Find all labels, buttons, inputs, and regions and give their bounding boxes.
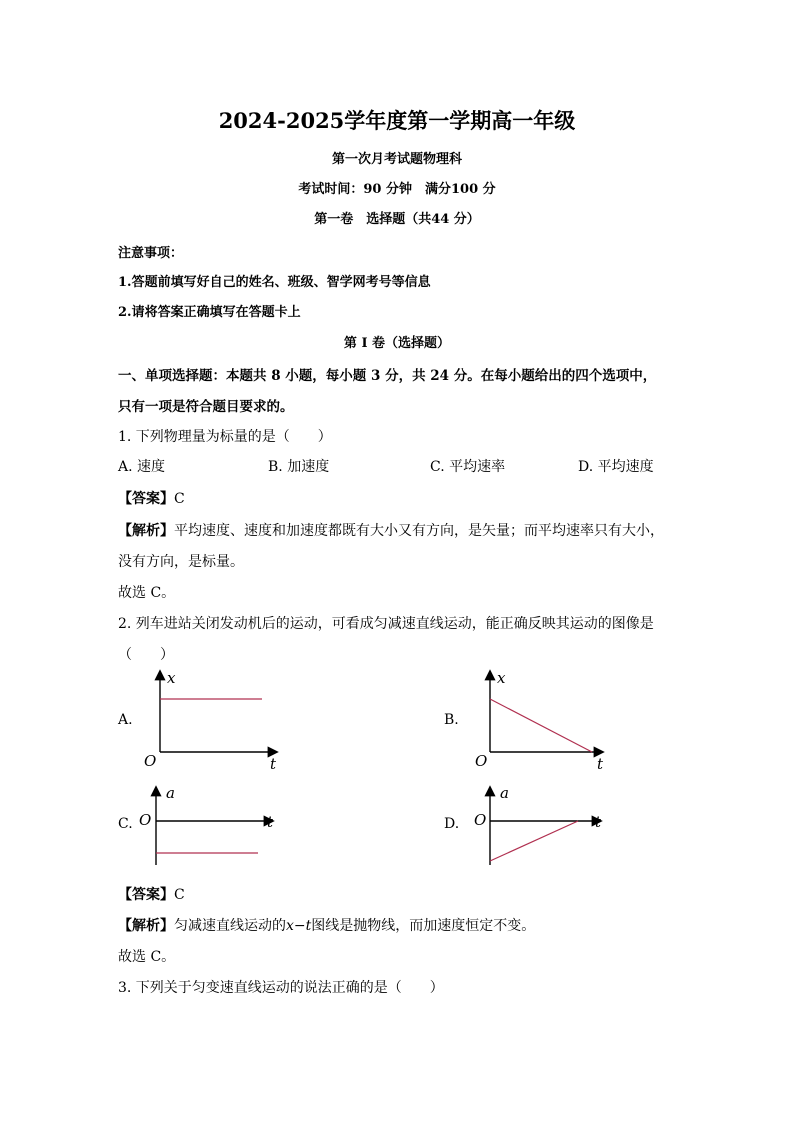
graph-a-y-label: x [167, 669, 176, 687]
q3-stem: 3. 下列关于匀变速直线运动的说法正确的是（ ） [118, 980, 444, 996]
graph-d-line [490, 821, 578, 861]
q2-answer [118, 884, 185, 904]
q2-graph-a [144, 669, 277, 773]
graph-b-x-label: t [597, 755, 604, 773]
q1-answer-tag: 【答案】 [118, 491, 174, 507]
q2-graph-b [475, 669, 604, 773]
graph-b-origin: O [475, 752, 488, 770]
q1-option-a: A. 速度 [118, 459, 166, 475]
q2-conclusion: 故选 C。 [118, 949, 176, 965]
q1-stem: 1. 下列物理量为标量的是（ ） [118, 429, 332, 445]
section-instructions-1: 一、单项选择题：本题共 8 小题，每小题 3 分，共 24 分。在每小题给出的四个选项中， [118, 368, 657, 384]
graph-c-origin: O [139, 811, 152, 829]
exam-title: 2024-2025学年度第一学期高一年级 [218, 108, 576, 133]
exam-info: 考试时间：90 分钟 满分100 分 [298, 182, 496, 197]
q1-answer [118, 488, 185, 508]
q2-analysis-post: 图线是抛物线，而加速度恒定不变。 [311, 918, 536, 934]
notes-item-1: 1.答题前填写好自己的姓名、班级、智学网考号等信息 [118, 275, 431, 290]
q2-answer-value: C [174, 887, 185, 903]
q2-answer-tag: 【答案】 [118, 887, 174, 903]
q1-analysis-line-1: 平均速度、速度和加速度都既有大小又有方向，是矢量；而平均速率只有大小， [174, 523, 664, 539]
q2-stem-line-2: （ ） [118, 647, 174, 663]
exam-subtitle: 第一次月考试题物理科 [331, 152, 462, 167]
q1-analysis [118, 520, 664, 540]
graph-d-y-label: a [500, 784, 509, 802]
q2-analysis-formula: x−t [286, 918, 312, 934]
graph-a-origin: O [144, 752, 157, 770]
q1-conclusion: 故选 C。 [118, 585, 176, 601]
notes-heading: 注意事项： [118, 246, 184, 261]
q1-answer-value: C [174, 491, 185, 507]
q1-analysis-line-2: 没有方向，是标量。 [118, 554, 244, 570]
graph-a-x-label: t [270, 755, 277, 773]
q2-option-c-label: C. [118, 816, 133, 832]
q1-option-d: D. 平均速度 [578, 459, 654, 475]
q2-option-b-label: B. [444, 712, 459, 728]
q2-analysis-pre: 匀减速直线运动的 [174, 918, 286, 934]
graph-d-origin: O [474, 811, 487, 829]
graph-d-x-label: t [595, 813, 602, 831]
graph-c-x-label: t [267, 813, 274, 831]
q2-stem-line-1: 2. 列车进站关闭发动机后的运动，可看成匀减速直线运动，能正确反映其运动的图像是 [118, 616, 654, 632]
graph-c-y-label: a [166, 784, 175, 802]
q1-analysis-tag: 【解析】 [118, 523, 174, 539]
volume-title: 第一卷 选择题（共44 分） [314, 212, 480, 227]
q2-graph-d [474, 784, 602, 865]
graph-b-line [490, 699, 592, 752]
q2-option-d-label: D. [444, 816, 460, 832]
q1-option-c: C. 平均速率 [430, 459, 506, 475]
q2-graph-c [139, 784, 274, 865]
q2-option-a-label: A. [118, 712, 133, 728]
q2-analysis [118, 915, 535, 935]
graph-b-y-label: x [497, 669, 506, 687]
q2-graphs [0, 660, 794, 880]
section-title: 第 I 卷（选择题） [343, 336, 451, 351]
q2-analysis-tag: 【解析】 [118, 918, 174, 934]
section-instructions-2: 只有一项是符合题目要求的。 [118, 399, 294, 415]
notes-item-2: 2.请将答案正确填写在答题卡上 [118, 305, 301, 320]
q1-option-b: B. 加速度 [268, 459, 330, 475]
